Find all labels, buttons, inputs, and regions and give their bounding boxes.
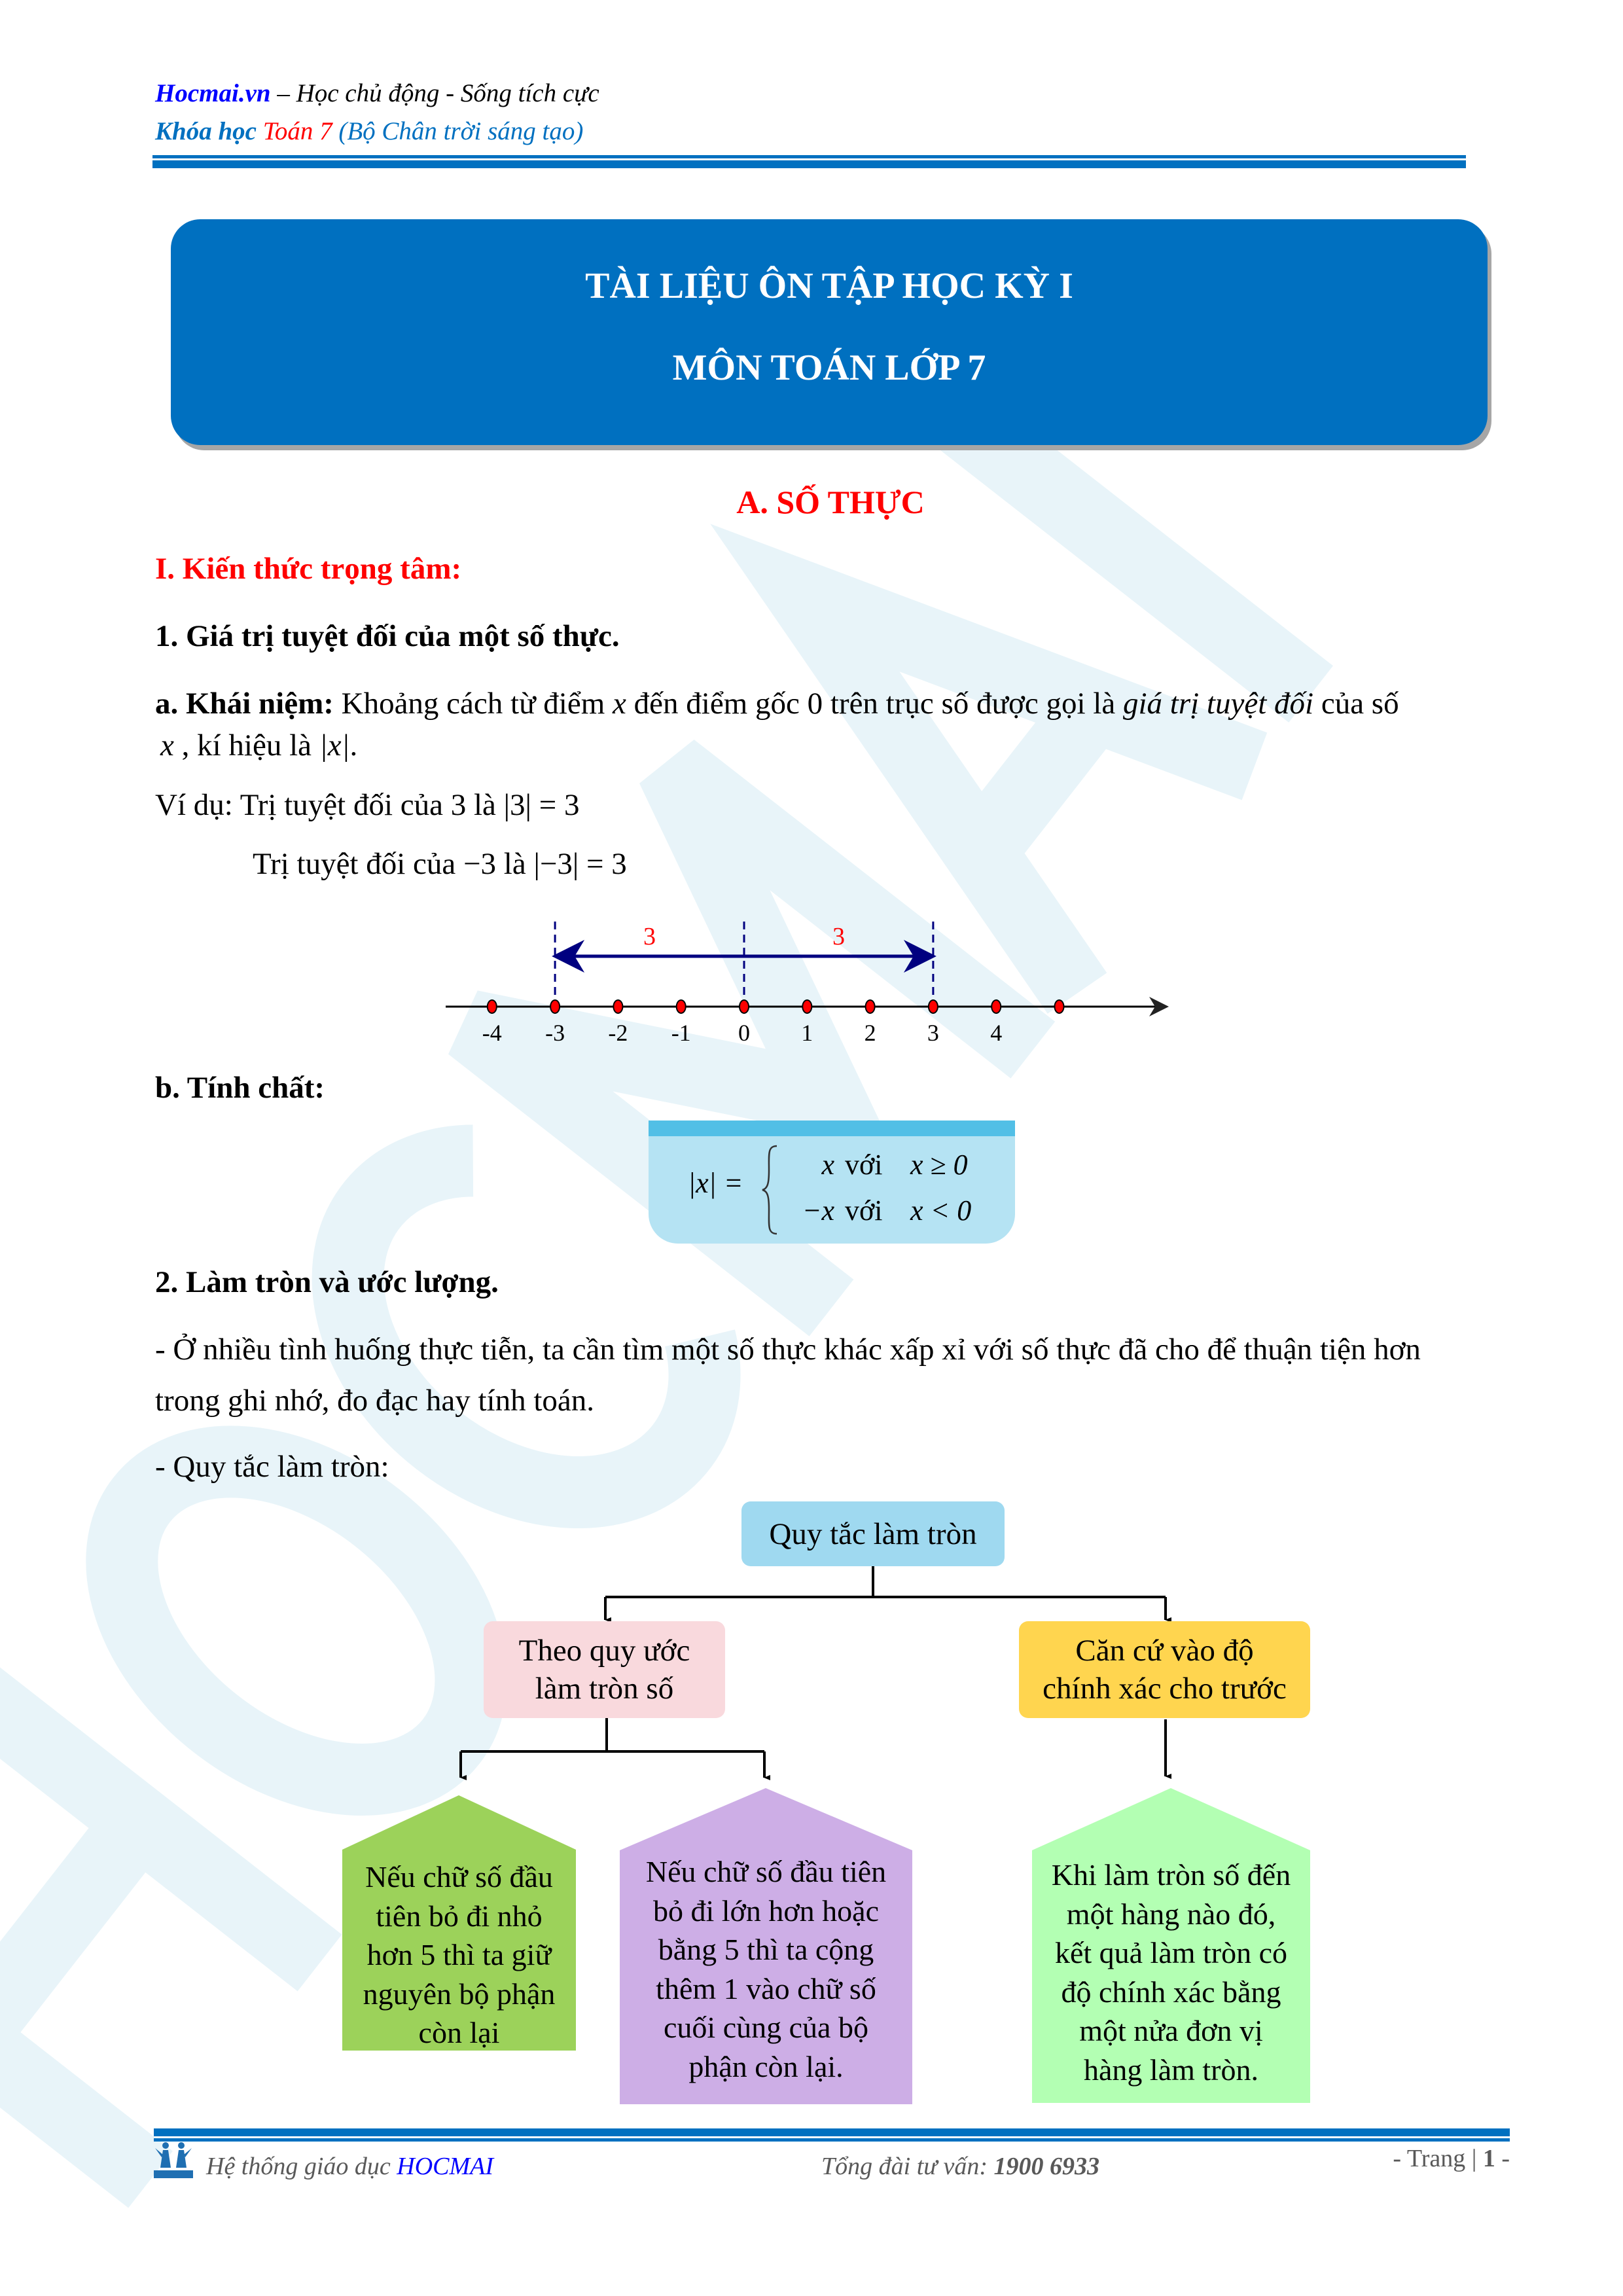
concept-text: của số <box>1313 687 1399 721</box>
tick-label: -2 <box>608 1020 628 1046</box>
page-prefix: - Trang | <box>1393 2145 1483 2172</box>
course-prefix: Khóa học <box>155 117 263 145</box>
leaf-line: thêm 1 vào chữ số <box>656 1971 876 2005</box>
header-divider-thick <box>152 160 1466 168</box>
page-number: 1 <box>1482 2145 1495 2172</box>
number-point <box>677 1000 686 1013</box>
slogan: – Học chủ động - Sống tích cực <box>270 79 599 107</box>
number-point <box>929 1000 938 1013</box>
footer-hotline <box>821 2152 1099 2181</box>
tick-label: 2 <box>864 1020 876 1046</box>
flow-root-label: Quy tắc làm tròn <box>769 1516 977 1551</box>
number-point <box>866 1000 875 1013</box>
node-line: Căn cứ vào độ <box>1075 1634 1254 1668</box>
tick-label: 1 <box>801 1020 813 1046</box>
leaf-line: Khi làm tròn số đến <box>1051 1858 1291 1892</box>
title-banner <box>171 219 1488 445</box>
tick-label: 3 <box>927 1020 939 1046</box>
leaf-text <box>1032 1856 1310 2089</box>
section-title: A. SỐ THỰC <box>736 484 925 520</box>
tick-label: 0 <box>738 1020 750 1046</box>
leaf-line: một nửa đơn vị <box>1079 2014 1263 2047</box>
footer-divider-thick <box>154 2128 1510 2136</box>
formula-lhs: |x| = <box>688 1167 743 1199</box>
tick-label: 4 <box>990 1020 1003 1046</box>
banner-title-line2: MÔN TOÁN LỚP 7 <box>672 348 986 388</box>
part-title: I. Kiến thức trọng tâm: <box>155 552 462 586</box>
node-line: chính xác cho trước <box>1043 1672 1287 1706</box>
concept-text: , kí hiệu là <box>173 728 319 762</box>
concept-line2 <box>160 728 357 763</box>
number-point <box>740 1000 749 1013</box>
var-x: x <box>160 728 174 762</box>
number-line <box>0 903 1623 1060</box>
leaf-line: nguyên bộ phận <box>363 1977 556 2011</box>
flow-leaf-round-down <box>342 1795 576 2051</box>
var-x: x <box>613 687 626 721</box>
footer-system-text: Hệ thống giáo dục <box>206 2153 397 2180</box>
leaf-line: bỏ đi lớn hơn hoặc <box>652 1893 880 1928</box>
node-line: làm tròn số <box>535 1672 674 1706</box>
hocmai-logo-icon <box>154 2142 193 2178</box>
concept-text: Khoảng cách từ điểm <box>333 687 613 721</box>
paragraph-line1: - Ở nhiều tình huống thực tiễn, ta cần tìm một số thực khác xấp xỉ với số thực đã cho để thuận tiện hơn <box>155 1333 1421 1367</box>
number-point <box>613 1000 622 1013</box>
footer-divider <box>154 2138 1510 2142</box>
example-2: Trị tuyệt đối của −3 là |−3| = 3 <box>253 847 627 881</box>
formula-box-header <box>649 1121 1015 1136</box>
page-indicator <box>1393 2144 1510 2173</box>
hotline-number: 1900 6933 <box>993 2153 1099 2180</box>
paragraph-line2: trong ghi nhớ, đo đạc hay tính toán. <box>155 1384 594 1418</box>
header-tagline <box>155 79 599 108</box>
flow-leaf-precision <box>1032 1788 1310 2103</box>
footer-brand: HOCMAI <box>397 2153 494 2180</box>
banner-title-line1: TÀI LIỆU ÔN TẬP HỌC KỲ I <box>585 266 1073 306</box>
formula-box <box>649 1121 1015 1244</box>
course-subject: Toán 7 <box>262 117 332 145</box>
page-suffix: - <box>1495 2145 1510 2172</box>
rule-intro: - Quy tắc làm tròn: <box>155 1450 389 1484</box>
site-link[interactable]: Hocmai.vn <box>155 79 271 107</box>
concept-text: . <box>349 728 358 762</box>
brace-icon <box>760 1144 779 1236</box>
topic2-title: 2. Làm tròn và ước lượng. <box>155 1265 499 1299</box>
number-point <box>991 1000 1001 1013</box>
leaf-line: hơn 5 thì ta giữ <box>366 1938 552 1971</box>
topic1-title: 1. Giá trị tuyệt đối của một số thực. <box>155 619 620 653</box>
leaf-line: một hàng nào đó, <box>1066 1897 1276 1931</box>
leaf-line: độ chính xác bằng <box>1061 1975 1281 2009</box>
header-divider <box>152 155 1466 158</box>
number-point <box>488 1000 497 1013</box>
leaf-line: kết quả làm tròn có <box>1054 1936 1288 1969</box>
leaf-text <box>342 1857 576 2053</box>
distance-label-left: 3 <box>643 923 656 950</box>
leaf-line: Nếu chữ số đầu <box>365 1860 553 1893</box>
leaf-line: còn lại <box>418 2016 500 2049</box>
leaf-line: bằng 5 thì ta cộng <box>658 1933 874 1966</box>
concept-label: a. Khái niệm: <box>155 687 334 721</box>
leaf-line: tiên bỏ đi nhỏ <box>376 1899 543 1933</box>
leaf-line: cuối cùng của bộ <box>664 2011 868 2044</box>
case1-cond: x ≥ 0 <box>910 1149 968 1181</box>
tick-label: -3 <box>545 1020 565 1046</box>
flow-root-node <box>741 1501 1005 1566</box>
case2-cond: x < 0 <box>910 1194 972 1227</box>
leaf-line: Nếu chữ số đầu tiên <box>645 1855 887 1888</box>
leaf-text <box>620 1852 912 2086</box>
number-point <box>1055 1000 1064 1013</box>
example-1: Ví dụ: Trị tuyệt đối của 3 là |3| = 3 <box>155 788 580 822</box>
tick-label: -4 <box>482 1020 502 1046</box>
course-line <box>155 117 583 146</box>
flow-precision-node <box>1019 1621 1310 1718</box>
number-point <box>802 1000 812 1013</box>
tick-label: -1 <box>671 1020 691 1046</box>
properties-label: b. Tính chất: <box>155 1071 325 1105</box>
node-line: Theo quy ước <box>518 1634 690 1668</box>
distance-label-right: 3 <box>832 923 845 950</box>
concept-line1 <box>155 686 1399 721</box>
number-point <box>550 1000 560 1013</box>
case1-word: với <box>845 1149 883 1181</box>
flow-leaf-round-up <box>620 1788 912 2104</box>
flow-convention-node <box>484 1621 725 1718</box>
flowchart-connectors <box>0 1558 1623 1793</box>
concept-term: giá trị tuyệt đối <box>1122 687 1314 721</box>
case2-word: với <box>845 1194 883 1227</box>
leaf-line: hàng làm tròn. <box>1084 2053 1258 2087</box>
footer-system <box>206 2152 493 2181</box>
case1-value: x <box>821 1149 834 1181</box>
concept-text: đến điểm gốc 0 trên trục số được gọi là <box>626 687 1123 721</box>
course-series: (Bộ Chân trời sáng tạo) <box>332 117 584 145</box>
hotline-label: Tổng đài tư vấn: <box>821 2153 994 2180</box>
abs-symbol: |x| <box>319 728 350 762</box>
leaf-line: phận còn lại. <box>688 2049 844 2083</box>
case2-value: −x <box>802 1194 834 1227</box>
